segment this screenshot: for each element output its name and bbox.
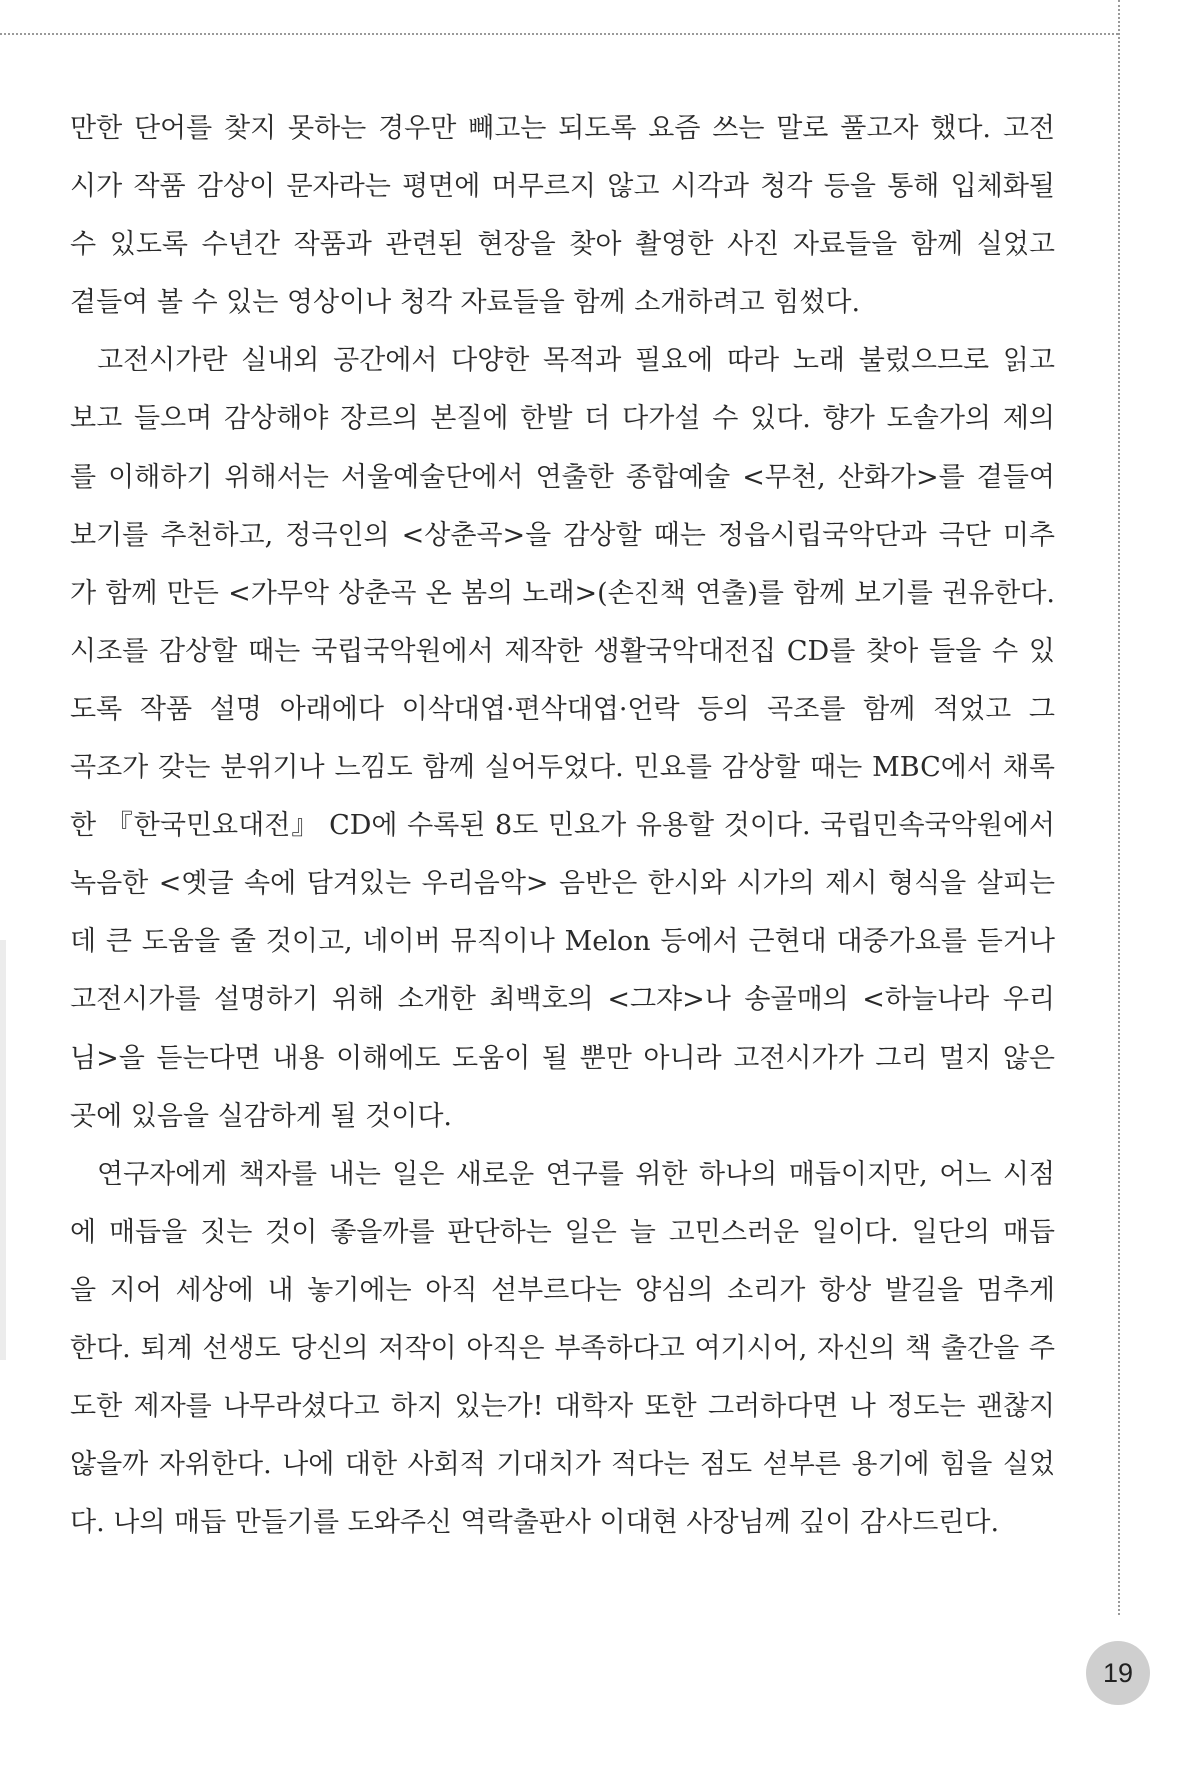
text-line: 도록 작품 설명 아래에다 이삭대엽·편삭대엽·언락 등의 곡조를 함께 적었고 그 (70, 693, 1055, 725)
text-line: 녹음한 <옛글 속에 담겨있는 우리음악> 음반은 한시와 시가의 제시 형식을 살피는 (70, 868, 1055, 900)
page-number: 19 (1102, 1657, 1134, 1688)
page-number-badge (1086, 1641, 1150, 1705)
text-line: 시조를 감상할 때는 국립국악원에서 제작한 생활국악대전집 CD를 찾아 들을 수 있 (70, 635, 1055, 667)
text-line: 님>을 듣는다면 내용 이해에도 도움이 될 뿐만 아니라 고전시가가 그리 멀지 않은 (70, 1042, 1055, 1074)
text-line: 수 있도록 수년간 작품과 관련된 현장을 찾아 촬영한 사진 자료들을 함께 실었고 (70, 229, 1055, 261)
text-line: 가 함께 만든 <가무악 상춘곡 온 봄의 노래>(손진책 연출)를 함께 보기를 권유한다. (70, 577, 1055, 609)
text-line: 보고 들으며 감상해야 장르의 본질에 한발 더 다가설 수 있다. 향가 도솔가의 제의 (70, 403, 1055, 435)
text-line: 을 지어 세상에 내 놓기에는 아직 섣부르다는 양심의 소리가 항상 발길을 멈추게 (70, 1274, 1055, 1306)
text-line: 다. 나의 매듭 만들기를 도와주신 역락출판사 이대현 사장님께 깊이 감사드린다. (70, 1507, 1000, 1539)
paragraph-start-line: 고전시가란 실내외 공간에서 다양한 목적과 필요에 따라 노래 불렀으므로 읽고 (97, 345, 1055, 377)
text-line: 시가 작품 감상이 문자라는 평면에 머무르지 않고 시각과 청각 등을 통해 입체화될 (70, 171, 1055, 203)
text-line: 곳에 있음을 실감하게 될 것이다. (70, 1100, 452, 1132)
body-text (70, 100, 1055, 1552)
text-line: 보기를 추천하고, 정극인의 <상춘곡>을 감상할 때는 정읍시립국악단과 극단 미추 (70, 519, 1055, 551)
paragraph-start-line: 연구자에게 책자를 내는 일은 새로운 연구를 위한 하나의 매듭이지만, 어느 시점 (97, 1158, 1055, 1190)
top-dotted-rule (0, 33, 1118, 35)
text-line: 한 『한국민요대전』 CD에 수록된 8도 민요가 유용할 것이다. 국립민속국악원에서 (70, 810, 1055, 842)
page-edge-shadow (0, 940, 6, 1360)
text-line: 를 이해하기 위해서는 서울예술단에서 연출한 종합예술 <무천, 산화가>를 곁들여 (70, 461, 1055, 493)
side-dotted-rule (1118, 0, 1120, 1615)
text-line: 곡조가 갖는 분위기나 느낌도 함께 실어두었다. 민요를 감상할 때는 MBC에서 채록 (70, 752, 1055, 784)
text-line: 만한 단어를 찾지 못하는 경우만 빼고는 되도록 요즘 쓰는 말로 풀고자 했다. 고전 (70, 113, 1055, 144)
text-line: 데 큰 도움을 줄 것이고, 네이버 뮤직이나 Melon 등에서 근현대 대중가요를 듣거나 (70, 926, 1055, 958)
text-line: 한다. 퇴계 선생도 당신의 저작이 아직은 부족하다고 여기시어, 자신의 책 출간을 주 (70, 1332, 1055, 1364)
text-line: 고전시가를 설명하기 위해 소개한 최백호의 <그쟈>나 송골매의 <하늘나라 우리 (70, 984, 1055, 1016)
text-line: 도한 제자를 나무라셨다고 하지 있는가! 대학자 또한 그러하다면 나 정도는 괜찮지 (70, 1391, 1055, 1423)
text-line: 곁들여 볼 수 있는 영상이나 청각 자료들을 함께 소개하려고 힘썼다. (70, 287, 861, 319)
text-line: 에 매듭을 짓는 것이 좋을까를 판단하는 일은 늘 고민스러운 일이다. 일단의 매듭 (70, 1216, 1055, 1248)
text-line: 않을까 자위한다. 나에 대한 사회적 기대치가 적다는 점도 섣부른 용기에 힘을 실었 (70, 1449, 1055, 1481)
